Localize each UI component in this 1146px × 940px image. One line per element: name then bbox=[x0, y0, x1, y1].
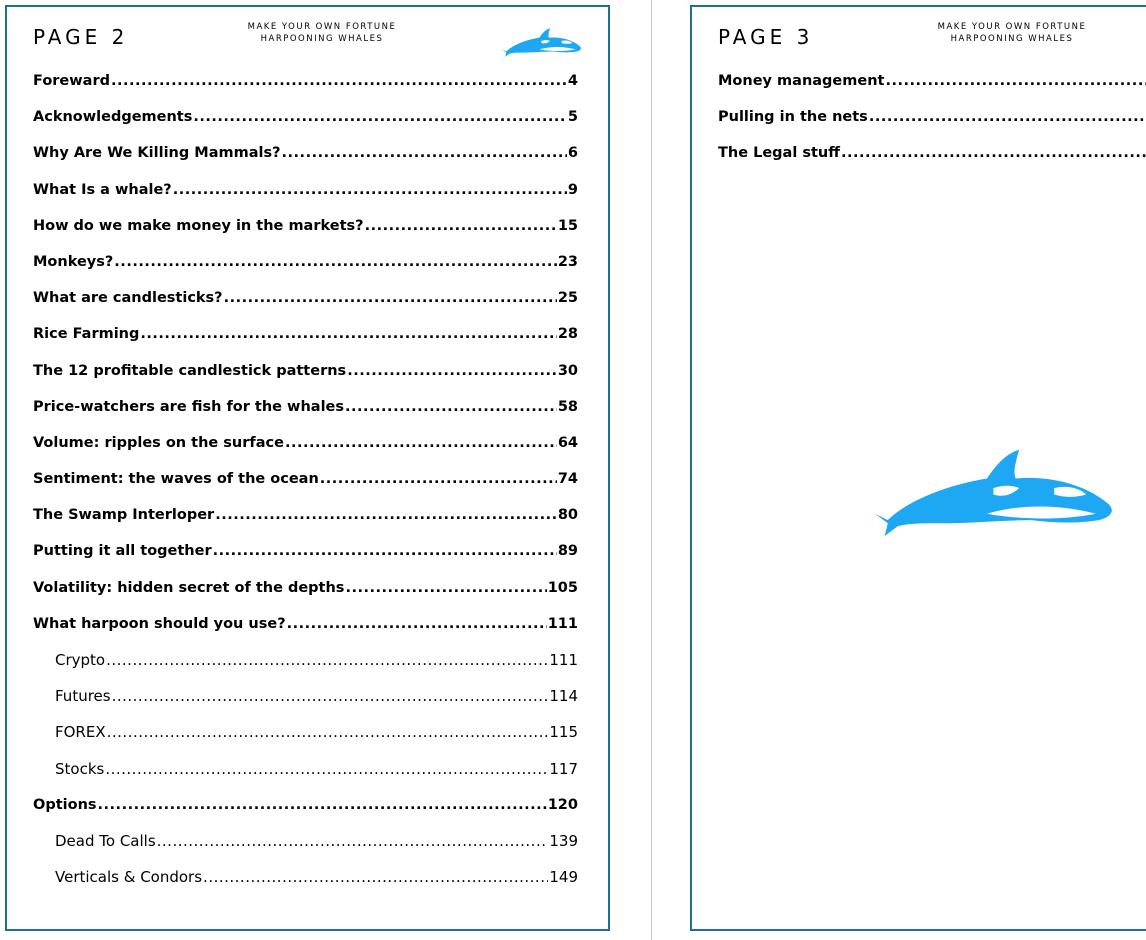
toc-entry[interactable] bbox=[33, 787, 578, 823]
dot-leader bbox=[285, 425, 557, 461]
toc-entry[interactable] bbox=[33, 859, 578, 895]
toc-entry-title: How do we make money in the markets? bbox=[33, 217, 364, 234]
toc-entry-title: What harpoon should you use? bbox=[33, 615, 286, 632]
toc-entry[interactable] bbox=[718, 135, 1146, 171]
toc-entry-page-number: 89 bbox=[557, 543, 578, 560]
toc-entry-title: Options bbox=[33, 796, 97, 813]
toc-entry[interactable] bbox=[33, 461, 578, 497]
toc-entry[interactable] bbox=[718, 63, 1146, 99]
toc-entry[interactable] bbox=[33, 280, 578, 316]
toc-entry-title: Futures bbox=[55, 687, 111, 706]
toc-entry-title: The 12 profitable candlestick patterns bbox=[33, 362, 347, 379]
toc-entry-page-number: 58 bbox=[557, 398, 578, 415]
toc-entry[interactable] bbox=[33, 642, 578, 678]
toc-entry-page-number: 30 bbox=[557, 362, 578, 379]
toc-entry-page-number: 111 bbox=[547, 615, 578, 632]
dot-leader bbox=[345, 389, 557, 425]
toc-entry-page-number: 23 bbox=[557, 253, 578, 270]
toc-entry-title: Crypto bbox=[55, 651, 106, 669]
toc-entry[interactable] bbox=[33, 244, 578, 280]
toc-entry-title: Volatility: hidden secret of the depths bbox=[33, 579, 345, 596]
dot-leader bbox=[140, 316, 556, 352]
toc-entry-title: Why Are We Killing Mammals? bbox=[33, 145, 281, 162]
toc-entry-title: Stocks bbox=[55, 759, 105, 778]
dot-leader bbox=[347, 353, 557, 389]
toc-entry-page-number: 115 bbox=[549, 723, 578, 742]
dot-leader bbox=[287, 606, 547, 642]
toc-entry-page-number: 139 bbox=[549, 831, 578, 850]
toc-entry[interactable] bbox=[33, 135, 578, 171]
toc-entry[interactable] bbox=[33, 714, 578, 750]
table-of-contents bbox=[33, 63, 578, 895]
toc-entry[interactable] bbox=[33, 425, 578, 461]
toc-entry[interactable] bbox=[33, 678, 578, 714]
toc-entry[interactable] bbox=[33, 751, 578, 787]
toc-entry[interactable] bbox=[718, 99, 1146, 135]
toc-entry[interactable] bbox=[33, 497, 578, 533]
toc-entry-page-number: 6 bbox=[567, 145, 578, 162]
toc-entry[interactable] bbox=[33, 208, 578, 244]
toc-entry-title: What are candlesticks? bbox=[33, 290, 223, 307]
dot-leader bbox=[345, 570, 546, 606]
toc-entry-page-number: 9 bbox=[567, 181, 578, 198]
toc-entry-title: Pulling in the nets bbox=[718, 109, 868, 126]
toc-entry[interactable] bbox=[33, 99, 578, 135]
running-head-line2: HARPOONING WHALES bbox=[950, 34, 1074, 44]
toc-entry-title: Dead To Calls bbox=[55, 831, 156, 850]
page-number-label: PAGE 2 bbox=[33, 25, 129, 49]
dot-leader bbox=[157, 823, 549, 859]
toc-entry-title: Monkeys? bbox=[33, 253, 114, 270]
dot-leader bbox=[111, 63, 567, 99]
toc-entry[interactable] bbox=[33, 172, 578, 208]
toc-entry[interactable] bbox=[33, 389, 578, 425]
dot-leader bbox=[869, 99, 1146, 135]
page-left bbox=[5, 5, 610, 931]
dot-leader bbox=[213, 533, 557, 569]
toc-entry-page-number: 74 bbox=[557, 471, 578, 488]
orca-icon bbox=[502, 23, 582, 63]
toc-entry-page-number: 149 bbox=[549, 868, 578, 887]
toc-entry[interactable] bbox=[33, 63, 578, 99]
toc-entry-title: Money management bbox=[718, 73, 885, 89]
toc-entry[interactable] bbox=[33, 606, 578, 642]
toc-entry-title: Rice Farming bbox=[33, 326, 140, 343]
dot-leader bbox=[114, 244, 557, 280]
dot-leader bbox=[107, 714, 549, 750]
toc-entry[interactable] bbox=[33, 353, 578, 389]
toc-entry-title: Verticals & Condors bbox=[55, 868, 203, 887]
dot-leader bbox=[173, 172, 567, 208]
toc-entry[interactable] bbox=[33, 823, 578, 859]
toc-entry-title: The Swamp Interloper bbox=[33, 507, 215, 524]
dot-leader bbox=[106, 642, 548, 678]
toc-entry-page-number: 64 bbox=[557, 434, 578, 451]
toc-entry-title: Price-watchers are fish for the whales bbox=[33, 398, 344, 415]
dot-leader bbox=[215, 497, 557, 533]
dot-leader bbox=[224, 280, 557, 316]
toc-entry-title: What Is a whale? bbox=[33, 181, 172, 198]
dot-leader bbox=[841, 135, 1146, 171]
toc-entry-title: Volume: ripples on the surface bbox=[33, 434, 284, 451]
toc-entry-page-number: 120 bbox=[547, 796, 578, 813]
toc-entry-page-number: 111 bbox=[549, 651, 578, 669]
toc-entry-page-number: 4 bbox=[567, 73, 578, 89]
running-head bbox=[217, 21, 427, 45]
toc-entry[interactable] bbox=[33, 533, 578, 569]
toc-entry[interactable] bbox=[33, 570, 578, 606]
orca-illustration-icon bbox=[875, 432, 1115, 557]
dot-leader bbox=[112, 678, 549, 714]
running-head-line1: MAKE YOUR OWN FORTUNE bbox=[937, 22, 1087, 32]
dot-leader bbox=[193, 99, 567, 135]
toc-entry-page-number: 28 bbox=[557, 326, 578, 343]
page-right bbox=[690, 5, 1146, 931]
dot-leader bbox=[885, 63, 1146, 99]
dot-leader bbox=[98, 787, 547, 823]
dot-leader bbox=[105, 751, 548, 787]
toc-entry-page-number: 25 bbox=[557, 290, 578, 307]
toc-entry-title: FOREX bbox=[55, 723, 106, 742]
dot-leader bbox=[203, 859, 548, 895]
toc-entry-page-number: 105 bbox=[547, 579, 578, 596]
toc-entry-page-number: 5 bbox=[567, 109, 578, 126]
running-head-line2: HARPOONING WHALES bbox=[260, 34, 384, 44]
toc-entry-title: Foreward bbox=[33, 73, 110, 89]
dot-leader bbox=[365, 208, 557, 244]
toc-entry-page-number: 114 bbox=[549, 687, 578, 706]
toc-entry-page-number: 15 bbox=[557, 217, 578, 234]
book-spine bbox=[651, 0, 652, 940]
dot-leader bbox=[320, 461, 557, 497]
dot-leader bbox=[282, 135, 567, 171]
running-head-line1: MAKE YOUR OWN FORTUNE bbox=[247, 22, 397, 32]
table-of-contents bbox=[718, 63, 1146, 172]
toc-entry-title: The Legal stuff bbox=[718, 145, 840, 162]
toc-entry-page-number: 117 bbox=[549, 759, 578, 778]
toc-entry-page-number: 80 bbox=[557, 507, 578, 524]
toc-entry-title: Putting it all together bbox=[33, 543, 212, 560]
toc-entry-title: Sentiment: the waves of the ocean bbox=[33, 471, 319, 488]
toc-entry[interactable] bbox=[33, 316, 578, 352]
toc-entry-title: Acknowledgements bbox=[33, 109, 193, 126]
page-number-label: PAGE 3 bbox=[718, 25, 814, 49]
running-head bbox=[907, 21, 1117, 45]
